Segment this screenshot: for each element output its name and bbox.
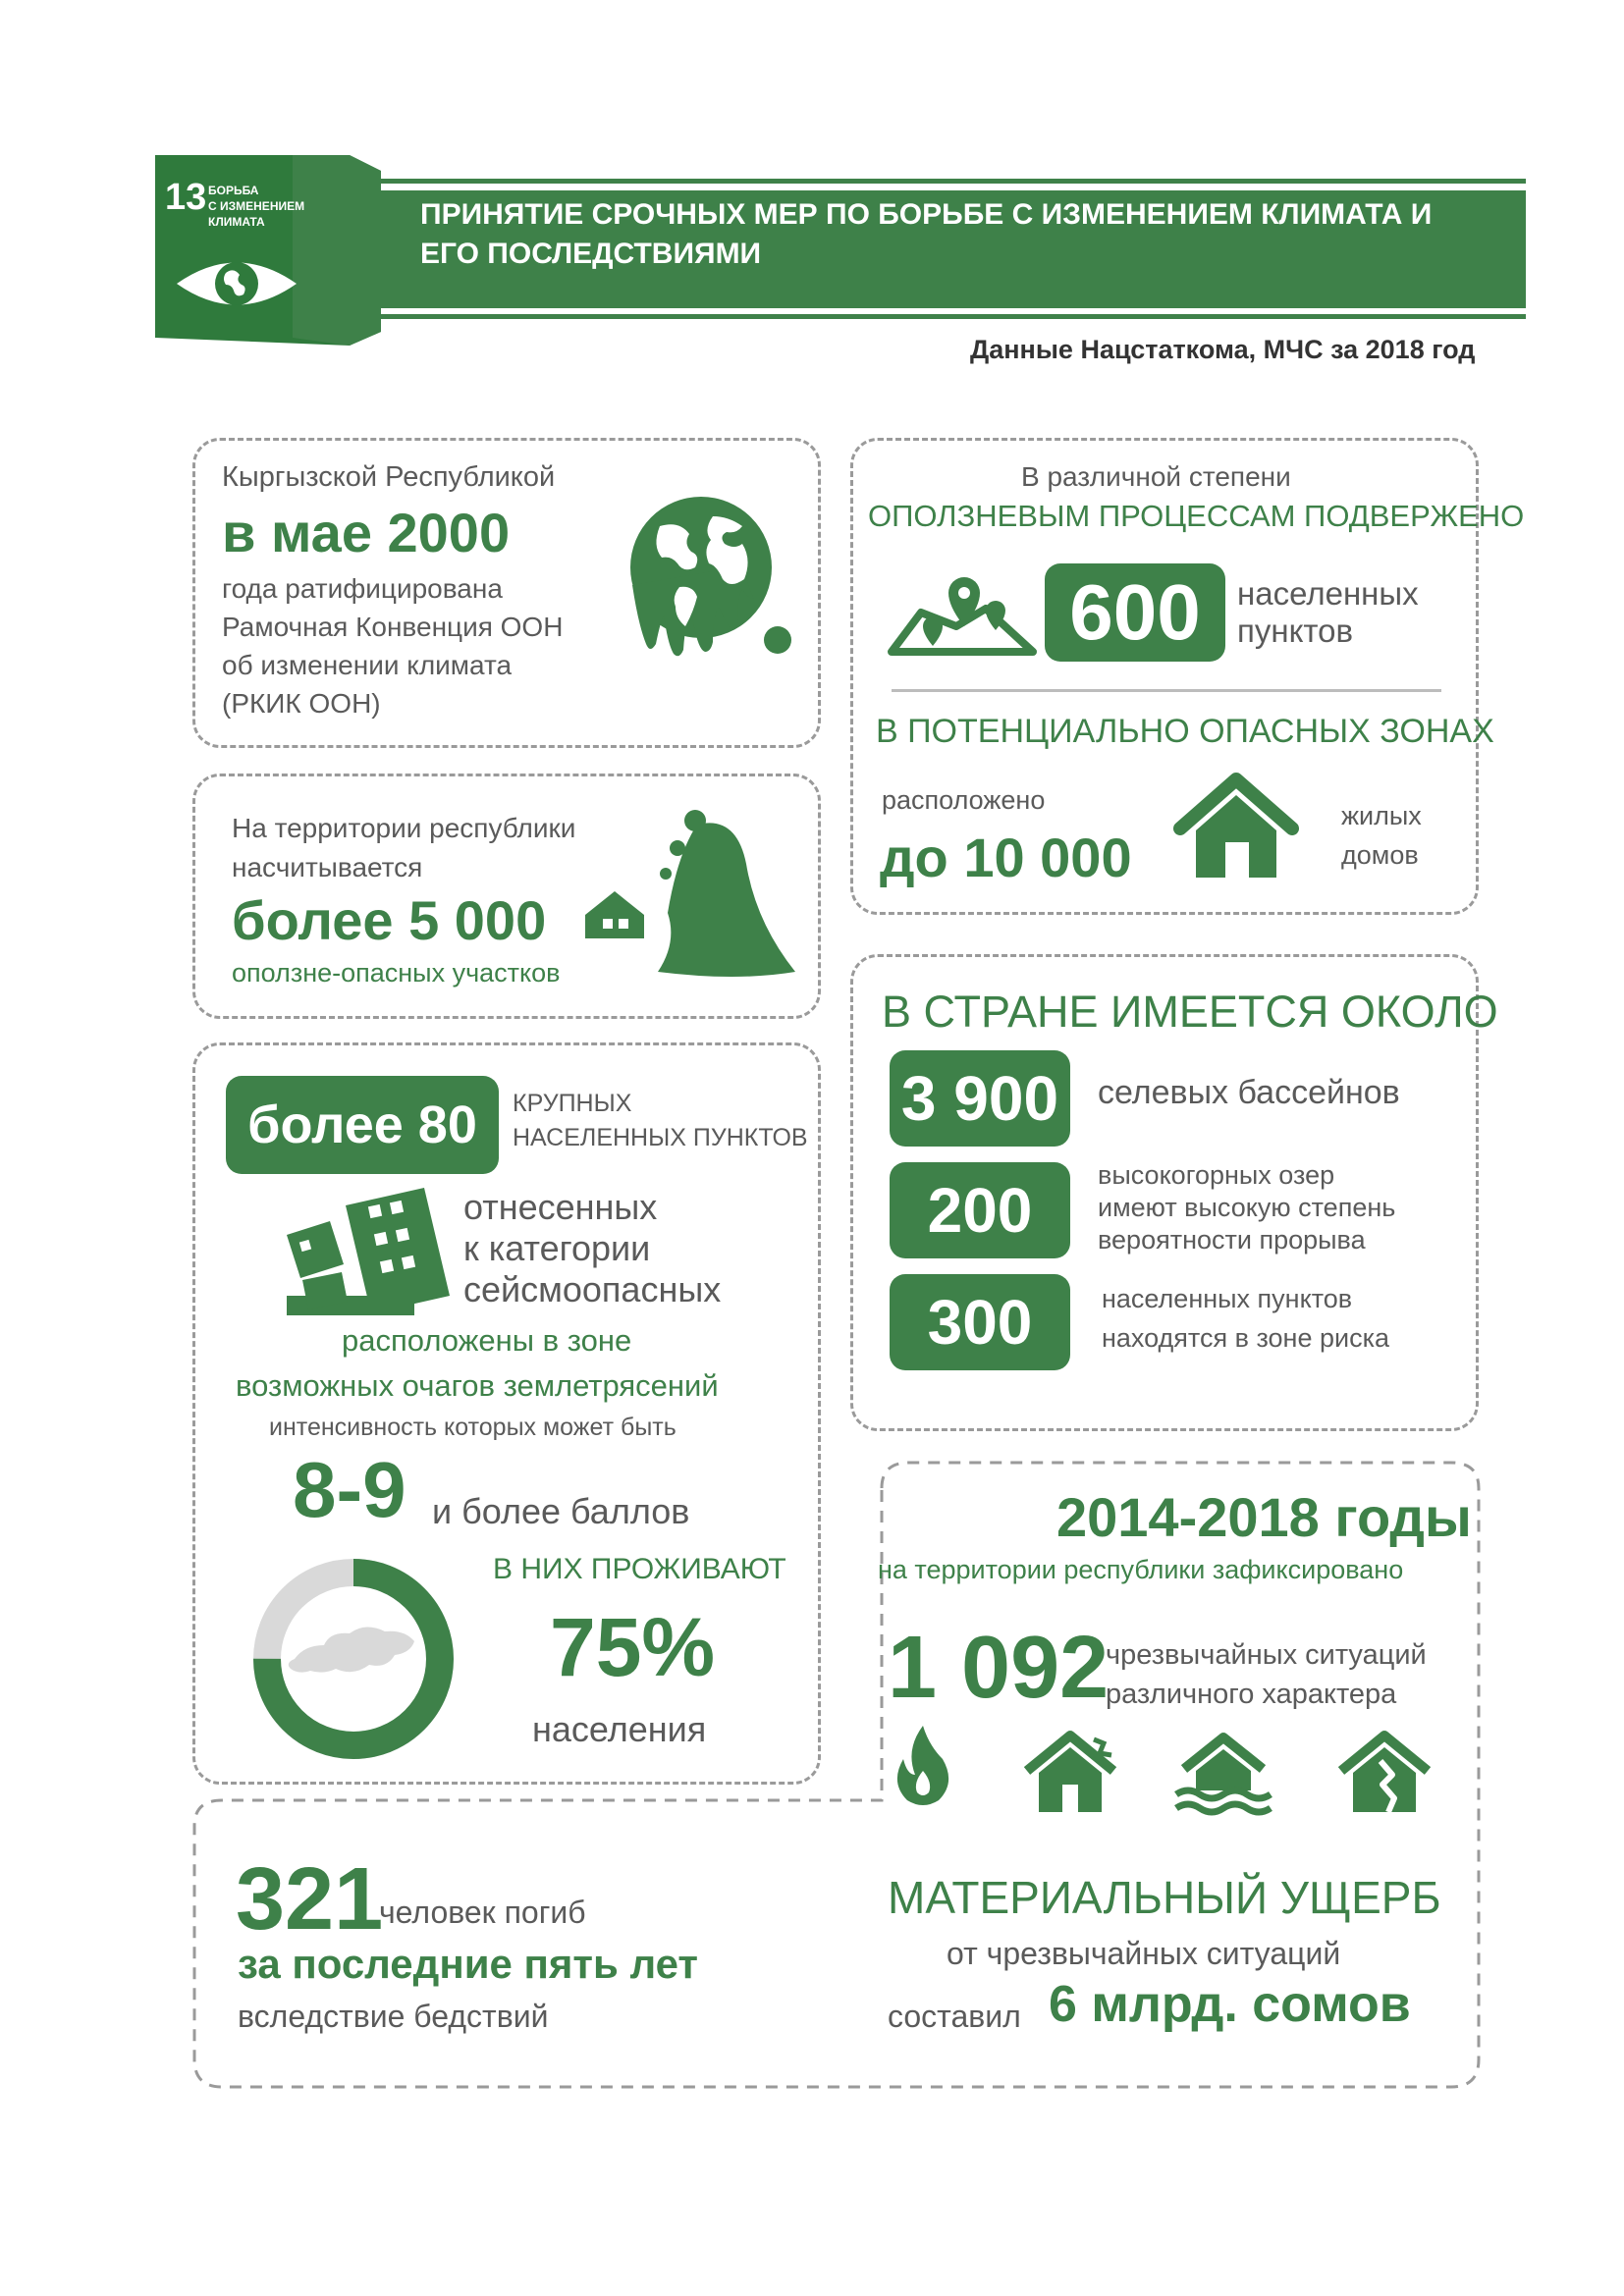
landslide-caption: оползне-опасных участков <box>232 958 561 988</box>
casualties-cause: вследствие бедствий <box>238 1999 549 2034</box>
exposure-houses-caption-1: жилых <box>1341 801 1422 830</box>
country-row-2-caption-1: высокогорных озер <box>1098 1160 1335 1190</box>
country-row-3-caption-1: населенных пунктов <box>1102 1284 1353 1313</box>
emergencies-years: 2014-2018 годы <box>1056 1486 1472 1548</box>
seismic-value-caption-1: КРУПНЫХ <box>513 1090 632 1117</box>
exposure-houses-value: до 10 000 <box>880 827 1132 888</box>
exposure-line-1: В различной степени <box>1021 461 1291 492</box>
emergencies-caption-2: различного характера <box>1106 1679 1397 1710</box>
earthquake-house-icon <box>1335 1732 1434 1814</box>
header-title-2: ЕГО ПОСЛЕДСТВИЯМИ <box>420 238 762 270</box>
emergencies-subtitle: на территории республики зафиксировано <box>878 1555 1404 1584</box>
sdg-number: 13 <box>165 177 207 218</box>
ratification-line-2: Рамочная Конвенция ООН <box>222 612 564 642</box>
house-icon <box>1174 774 1298 881</box>
seismic-category-2: к категории <box>463 1228 651 1268</box>
damage-subtitle: от чрезвычайных ситуаций <box>947 1936 1341 1971</box>
casualties-period: за последние пять лет <box>238 1941 698 1987</box>
source-note: Данные Нацстаткома, МЧС за 2018 год <box>970 335 1476 364</box>
broken-house-icon <box>1021 1732 1119 1814</box>
exposure-divider <box>892 689 1441 692</box>
ratification-line-4: (РКИК ООН) <box>222 688 381 719</box>
country-row-1-caption: селевых бассейнов <box>1098 1074 1400 1111</box>
sdg-label-3: КЛИМАТА <box>208 215 265 229</box>
seismic-magnitude: 8-9 <box>293 1446 406 1533</box>
exposure-houses-caption-2: домов <box>1341 840 1419 870</box>
country-row-2-caption-3: вероятности прорыва <box>1098 1225 1366 1255</box>
country-heading: В СТРАНЕ ИМЕЕТСЯ ОКОЛО <box>882 987 1498 1037</box>
exposure-line-2: ОПОЛЗНЕВЫМ ПРОЦЕССАМ ПОДВЕРЖЕНО <box>868 499 1525 533</box>
exposure-located: расположено <box>882 785 1046 815</box>
seismic-value-pill: более 80 <box>226 1076 499 1174</box>
header-title-1: ПРИНЯТИЕ СРОЧНЫХ МЕР ПО БОРЬБЕ С ИЗМЕНЕНИЕМ КЛИМАТА И <box>420 198 1433 231</box>
seismic-value-caption-2: НАСЕЛЕННЫХ ПУНКТОВ <box>513 1124 808 1151</box>
landslide-icon <box>579 805 805 982</box>
seismic-zone-1: расположены в зоне <box>342 1323 632 1358</box>
ratification-intro: Кыргызской Республикой <box>222 461 556 493</box>
exposure-zone-heading: В ПОТЕНЦИАЛЬНО ОПАСНЫХ ЗОНАХ <box>876 713 1494 750</box>
melting-earth-icon <box>611 491 797 687</box>
eye-earth-icon <box>175 251 298 316</box>
seismic-magnitude-caption: и более баллов <box>432 1491 690 1531</box>
ratification-line-3: об изменении климата <box>222 650 513 680</box>
seismic-category-1: отнесенных <box>463 1187 658 1227</box>
ratification-line-1: года ратифицирована <box>222 573 503 604</box>
casualties-value: 321 <box>236 1850 384 1949</box>
seismic-zone-2: возможных очагов землетрясений <box>236 1368 719 1403</box>
ratification-date: в мае 2000 <box>222 502 511 563</box>
country-row-3-caption-2: находятся в зоне риска <box>1102 1323 1389 1353</box>
seismic-live-text: В НИХ ПРОЖИВАЮТ <box>493 1553 786 1585</box>
sdg-label-2: С ИЗМЕНЕНИЕМ <box>208 199 305 213</box>
seismic-category-3: сейсмоопасных <box>463 1269 722 1309</box>
map-pins-icon <box>890 569 1035 658</box>
exposure-value-pill: 600 <box>1045 563 1225 662</box>
collapsed-buildings-icon <box>287 1186 454 1315</box>
damage-value: 6 млрд. сомов <box>1049 1976 1411 2033</box>
landslide-value: более 5 000 <box>232 889 547 951</box>
country-row-2-value: 200 <box>890 1162 1070 1258</box>
seismic-percent-caption: населения <box>532 1709 707 1749</box>
landslide-line-1: На территории республики <box>232 813 576 843</box>
damage-heading: МАТЕРИАЛЬНЫЙ УЩЕРБ <box>888 1872 1441 1923</box>
country-row-3-value: 300 <box>890 1274 1070 1370</box>
seismic-intensity-text: интенсивность которых может быть <box>269 1414 677 1441</box>
exposure-value-caption-2: пунктов <box>1237 613 1354 649</box>
country-row-2-caption-2: имеют высокую степень <box>1098 1193 1396 1222</box>
flood-icon <box>1174 1732 1272 1814</box>
country-row-1-value: 3 900 <box>890 1050 1070 1147</box>
seismic-percent: 75% <box>550 1601 716 1693</box>
damage-prefix: составил <box>888 1999 1021 2034</box>
fire-icon <box>893 1724 952 1806</box>
sdg-label-1: БОРЬБА <box>208 184 259 197</box>
exposure-value-caption-1: населенных <box>1237 575 1419 612</box>
casualties-caption: человек погиб <box>379 1895 586 1930</box>
emergencies-value: 1 092 <box>888 1619 1110 1717</box>
emergencies-caption-1: чрезвычайных ситуаций <box>1106 1639 1427 1671</box>
landslide-line-2: насчитывается <box>232 852 423 882</box>
